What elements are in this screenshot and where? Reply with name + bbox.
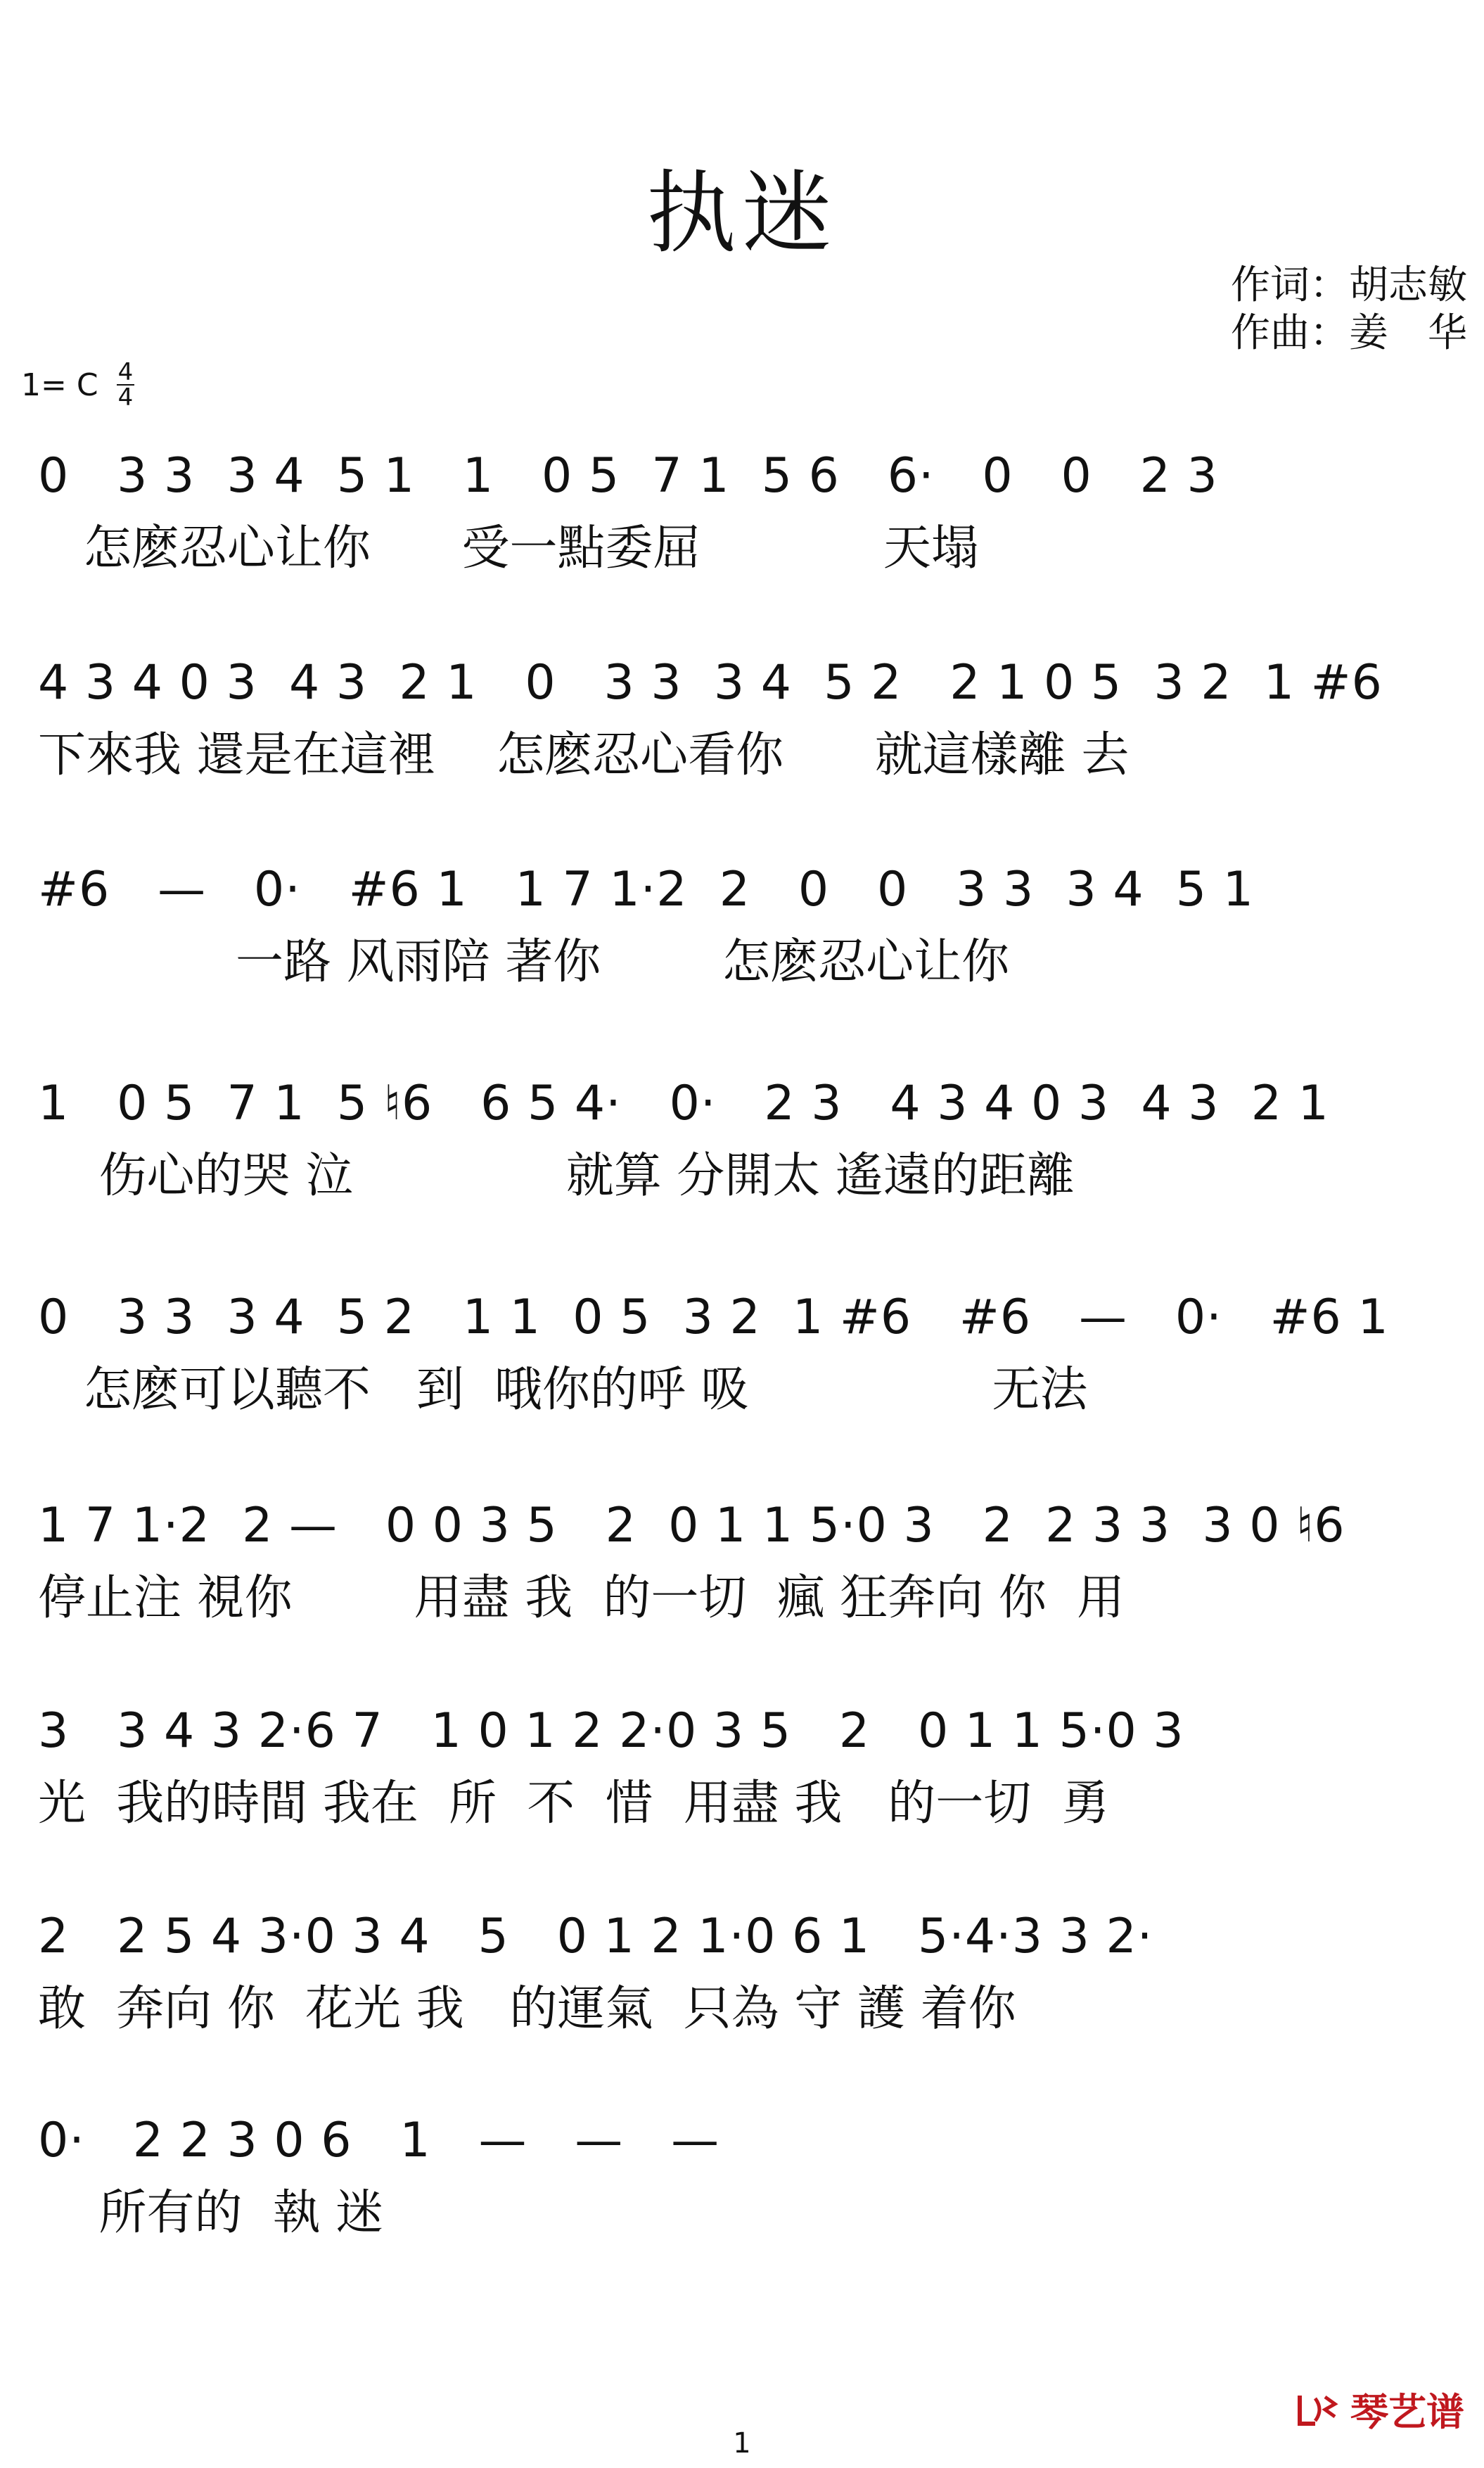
credits	[1231, 262, 1467, 357]
notes-row: 1 0 5 7 1 5 ♮6 6 5 4· 0· 2 3 4 3 4 0 3 4 3 2 1	[38, 1076, 1329, 1131]
lyrics-row: 怎麽可以聽不 到 哦你的呼 吸 无法	[38, 1362, 1088, 1418]
lyrics-row: 一路 风雨陪 著你 怎麽忍心让你	[38, 934, 1010, 990]
composer-credit: 作曲：姜 华	[1231, 310, 1467, 356]
notes-row: 0· 2 2 3 0 6 1 — — —	[38, 2113, 720, 2168]
staff-line-3	[38, 851, 1463, 996]
staff-line-2	[38, 644, 1463, 789]
staff-line-5	[38, 1279, 1463, 1424]
lyrics-row: 所有的 執 迷	[38, 2185, 384, 2241]
staff-line-8	[38, 1898, 1463, 2043]
notes-row: 0 3 3 3 4 5 1 1 0 5 7 1 5 6 6· 0 0 2 3	[38, 448, 1218, 504]
notes-row: 4 3 4 0 3 4 3 2 1 0 3 3 3 4 5 2 2 1 0 5 3 2 1 #6	[38, 655, 1383, 711]
lyrics-row: 怎麽忍心让你 受一點委屈 天塌	[38, 521, 979, 576]
notes-row: 1 7 1·2 2 — 0 0 3 5 2 0 1 1 5·0 3 2 2 3 3 3 0 ♮6	[38, 1498, 1345, 1553]
lyrics-row: 停止注 視你 用盡 我 的一切 瘋 狂奔向 你 用	[38, 1570, 1125, 1626]
staff-line-4	[38, 1065, 1463, 1210]
staff-line-7	[38, 1693, 1463, 1838]
key-signature	[21, 358, 134, 412]
time-signature	[117, 358, 135, 412]
key-label: 1= C	[21, 367, 98, 403]
notes-row: 3 3 4 3 2·6 7 1 0 1 2 2·0 3 5 2 0 1 1 5·0 3	[38, 1703, 1184, 1759]
notes-row: 0 3 3 3 4 5 2 1 1 0 5 3 2 1 #6 #6 — 0· #6 1	[38, 1290, 1389, 1345]
lyrics-row: 光 我的時間 我在 所 不 惜 用盡 我 的一切 勇	[38, 1776, 1110, 1831]
time-signature-top: 4	[117, 358, 134, 386]
notes-row: 2 2 5 4 3·0 3 4 5 0 1 2 1·0 6 1 5·4·3 3 2·	[38, 1909, 1153, 1964]
notes-row: #6 — 0· #6 1 1 7 1·2 2 0 0 3 3 3 4 5 1	[38, 862, 1254, 917]
lyrics-row: 下來我 還是在這裡 怎麽忍心看你 就這樣離 去	[38, 727, 1130, 783]
lyrics-row: 伤心的哭 泣 就算 分開太 遙遠的距離	[38, 1148, 1075, 1204]
staff-line-9	[38, 2102, 1463, 2247]
staff-line-1	[38, 438, 1463, 583]
brand-name: 琴艺谱	[1350, 2390, 1464, 2434]
brand-logo-icon	[1294, 2389, 1343, 2431]
staff-line-6	[38, 1487, 1463, 1632]
lyrics-row: 敢 奔向 你 花光 我 的運氣 只為 守 護 着你	[38, 1981, 1016, 2037]
time-signature-bottom: 4	[117, 383, 134, 412]
song-title: 执迷	[646, 161, 838, 266]
lyricist-credit: 作词：胡志敏	[1231, 262, 1467, 308]
page-number: 1	[733, 2427, 751, 2460]
